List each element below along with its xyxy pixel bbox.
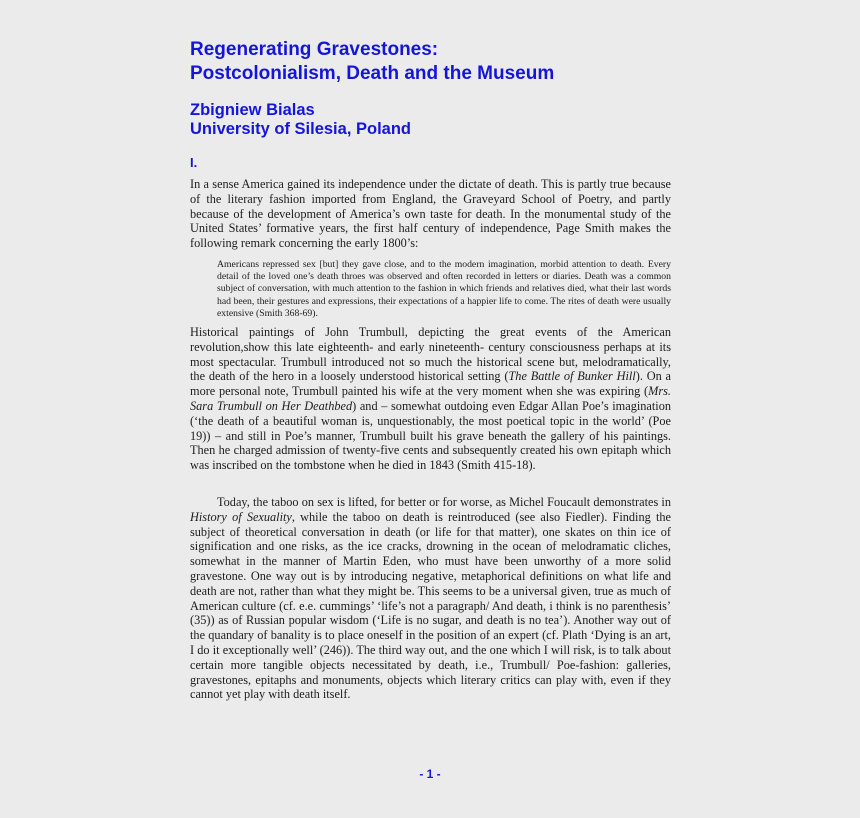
paragraph-3-text — [190, 495, 671, 702]
title-line-1: Regenerating Gravestones: — [190, 39, 439, 60]
author-affiliation: University of Silesia, Poland — [190, 120, 411, 138]
section-heading: I. — [190, 155, 198, 170]
block-quote: Americans repressed sex [but] they gave close, and to the modern imagination, morbid attention to death. Every detail of the loved one’s death throes was observed and often recorded in letters or diaries. Death was a common subject of conversation, with much attention to the fashion in which friends and relatives died, what their last words had been, their gestures and expressions, their expectations of a happier life to come. The rites of death were usually extensive (Smith 368-69). — [217, 259, 671, 319]
italic-title-bunker-hill: The Battle of Bunker Hill — [508, 369, 636, 384]
paragraph-1-text: In a sense America gained its independence under the dictate of death. This is partly true because of the literary fashion imported from England, the Graveyard School of Poetry, and partly because of the development of America’s own taste for death. In the monumental study of the United States’ formative years, the first half century of independence, Page Smith makes the following remark concerning the early 1800’s: — [190, 177, 671, 251]
title-line-2: Postcolonialism, Death and the Museum — [190, 63, 555, 84]
paragraph-3-part-b: , while the taboo on death is reintroduced (see also Fiedler). Finding the subject of theoretical conversation in death (or life for that matter), one skates on thin ice of signification and one risks, as the ice cracks, drowning in the ocean of melodramatic cliches, somewhat in the manner of Martin Eden, who must have been unworthy of a more solid gravestone. One way out is by introducing negative, metaphorical definitions on what life and death are not, rather than what they might be. This seems to be a universal given, true as much of American culture (cf. e.e. cummings’ ‘life’s not a paragraph/ And death, i think is no parenthesis’ (35)) as of Russian popular wisdom (‘Life is no sugar, and death is no tea’). Another way out of the quandary of banality is to place oneself in the position of an expert (cf. Plath ‘Dying is an art, I do it exceptionally well’ (246)). The third way out, and the one which I will risk, is to talk about certain more tangible objects necessitated by death, i.e., Trumbull/ Poe-fashion: galleries, gravestones, epitaphs and monuments, objects which literary critics can play with, even if they cannot yet play with death itself. — [190, 509, 671, 702]
italic-title-deathbed: Mrs. Sara Trumbull on Her Deathbed — [190, 384, 671, 413]
author-name: Zbigniew Bialas — [190, 101, 315, 119]
italic-title-history-of-sexuality: History of Sexuality — [190, 509, 292, 524]
paragraph-3-part-a: Today, the taboo on sex is lifted, for better or for worse, as Michel Foucault demonstrates in — [217, 495, 671, 509]
author-block — [190, 101, 411, 139]
paragraph-2 — [190, 325, 671, 473]
paragraph-2-part-b: ). On a more personal note, Trumbull painted his wife at the very moment when she was expiring ( — [190, 369, 671, 399]
paragraph-2-text — [190, 325, 671, 473]
paper-title — [190, 38, 554, 86]
paragraph-3 — [190, 495, 671, 702]
paragraph-2-part-a: Historical paintings of John Trumbull, depicting the great events of the American revolution,show this late eighteenth- and early nineteenth- century consciousness perhaps at its most spectacular. Trumbull introduced not so much the historical scene but, melodramatically, the death of the hero in a loosely understood historical setting ( — [190, 325, 671, 384]
paragraph-1 — [190, 177, 671, 251]
page-number: - 1 - — [419, 767, 441, 781]
paragraph-2-part-c: ) and – somewhat outdoing even Edgar Allan Poe’s imagination (‘the death of a beautiful woman is, unquestionably, the most poetical topic in the world’ (Poe 19)) – and still in Poe’s manner, Trumbull built his grave beneath the gallery of his paintings. Then he charged admission of twenty-five cents and subsequently created his own epitaph which was inscribed on the tombstone when he died in 1843 (Smith 415-18). — [190, 398, 672, 473]
